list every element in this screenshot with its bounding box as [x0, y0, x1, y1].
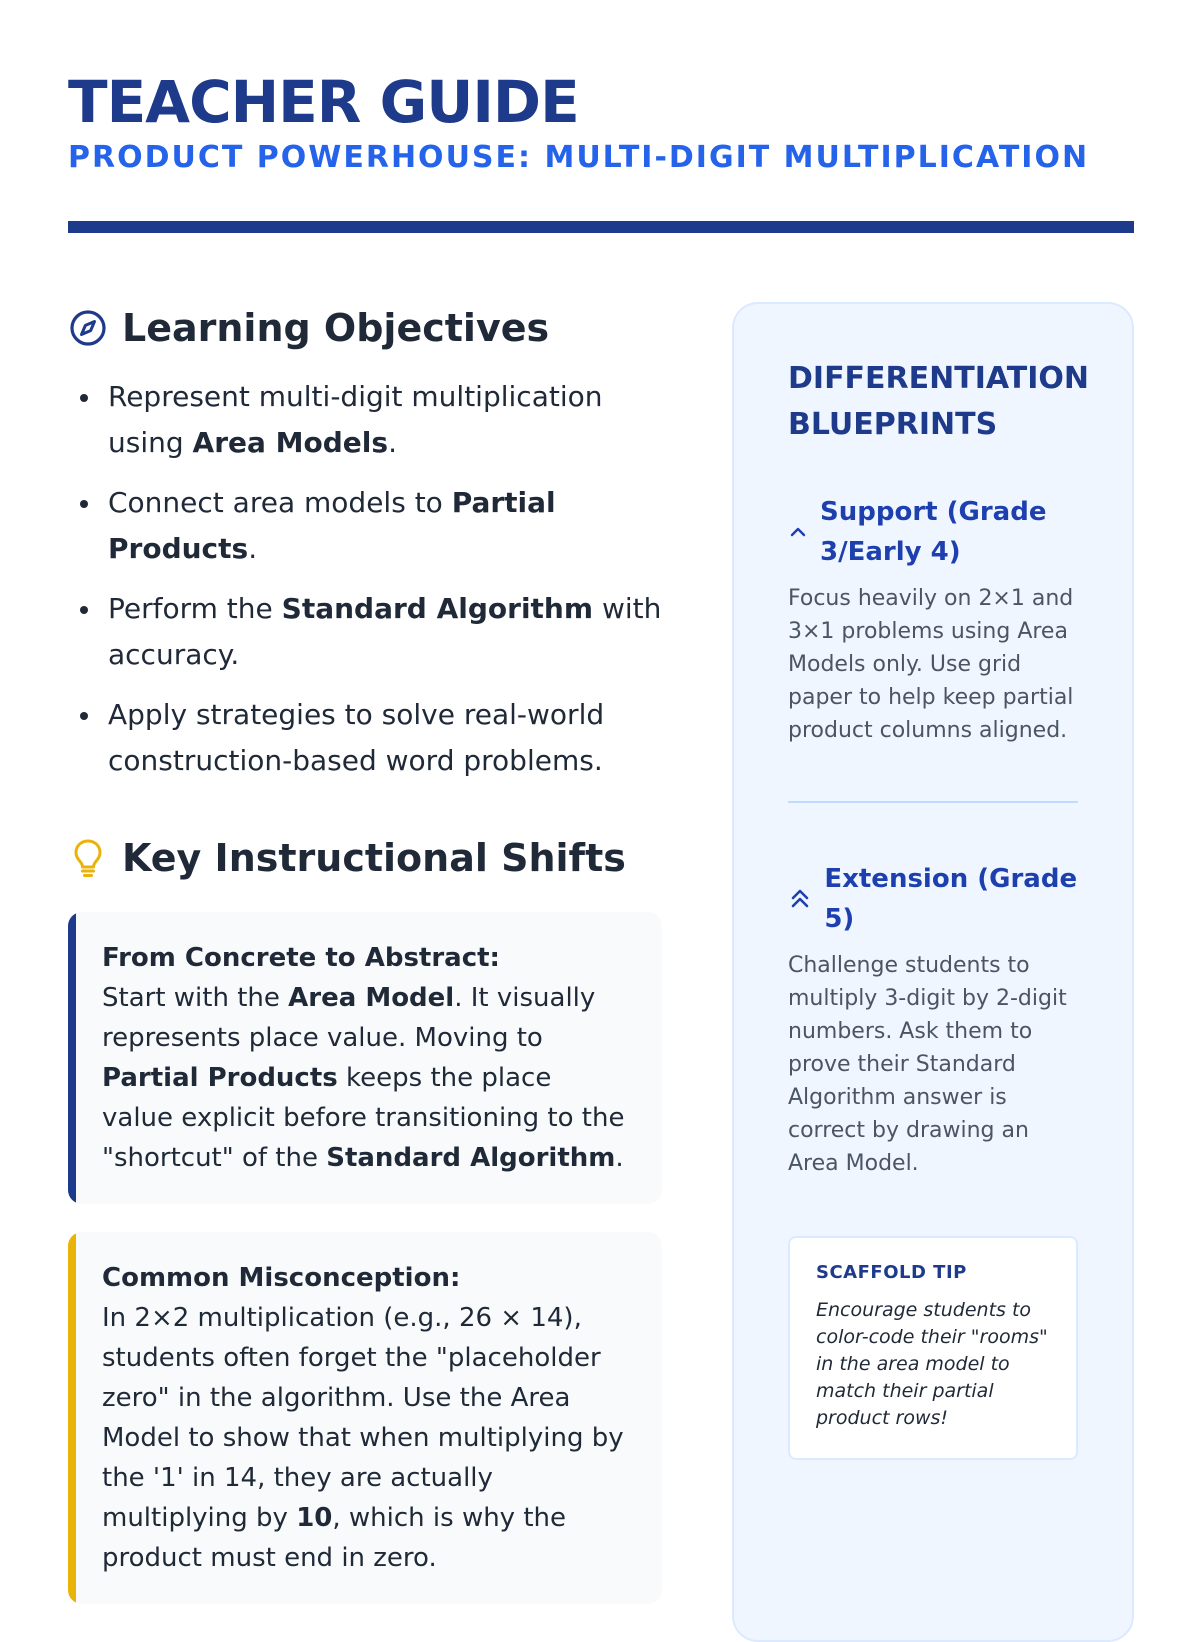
header-divider — [68, 221, 1134, 233]
extension-body: Challenge students to multiply 3-digit by 2-digit numbers. Ask them to prove their Standard Algorithm answer is correct by drawing an Area Model. — [788, 953, 1067, 1176]
page-subtitle: PRODUCT POWERHOUSE: MULTI-DIGIT MULTIPLICATION — [68, 140, 1090, 175]
differentiation-sidebar — [732, 302, 1134, 1642]
teacher-guide-page — [68, 0, 1134, 1600]
support-blueprint — [788, 492, 1078, 747]
main-column — [68, 300, 662, 1604]
sidebar-title: DIFFERENTIATION BLUEPRINTS — [788, 361, 1089, 442]
lightbulb-icon — [68, 838, 108, 878]
callout-title: Common Misconception: — [102, 1263, 461, 1293]
objectives-list — [68, 374, 662, 784]
learning-objectives-heading — [68, 300, 662, 356]
key-shifts-title: Key Instructional Shifts — [122, 836, 626, 880]
scaffold-tip-box — [788, 1236, 1078, 1460]
learning-objectives-title: Learning Objectives — [122, 306, 550, 350]
objective-item: Perform the Standard Algorithm with accuracy. — [68, 586, 662, 678]
scaffold-tip-title: SCAFFOLD TIP — [816, 1262, 967, 1283]
double-chevron-up-icon — [788, 887, 812, 911]
objective-item: Connect area models to Partial Products. — [68, 480, 662, 572]
concrete-to-abstract-callout: From Concrete to Abstract: Start with the Area Model. It visually represents place value. Moving to Partial Products keeps the place value explicit before transitioning to the "shortcut" of the Standard Algorithm. — [68, 912, 662, 1204]
extension-blueprint — [788, 859, 1078, 1180]
sidebar-divider — [788, 801, 1078, 803]
common-misconception-callout: Common Misconception: In 2×2 multiplication (e.g., 26 × 14), students often forget the "placeholder zero" in the algorithm. Use the Area Model to show that when multiplying by the '1' in 14, they are actually multiplying by 10, which is why the product must end in zero. — [68, 1232, 662, 1604]
page-title: TEACHER GUIDE — [68, 68, 579, 136]
objective-item: Represent multi-digit multiplication using Area Models. — [68, 374, 662, 466]
support-body: Focus heavily on 2×1 and 3×1 problems using Area Models only. Use grid paper to help keep partial product columns aligned. — [788, 586, 1074, 743]
callout-title: From Concrete to Abstract: — [102, 943, 500, 973]
objective-item: Apply strategies to solve real-world construction-based word problems. — [68, 692, 662, 784]
chevron-up-icon — [788, 525, 808, 539]
compass-icon — [68, 308, 108, 348]
support-heading: Support (Grade 3/Early 4) — [820, 497, 1047, 567]
scaffold-tip-body: Encourage students to color-code their "rooms" in the area model to match their partial product rows! — [816, 1299, 1048, 1429]
extension-heading: Extension (Grade 5) — [824, 864, 1078, 934]
key-shifts-heading — [68, 830, 662, 886]
